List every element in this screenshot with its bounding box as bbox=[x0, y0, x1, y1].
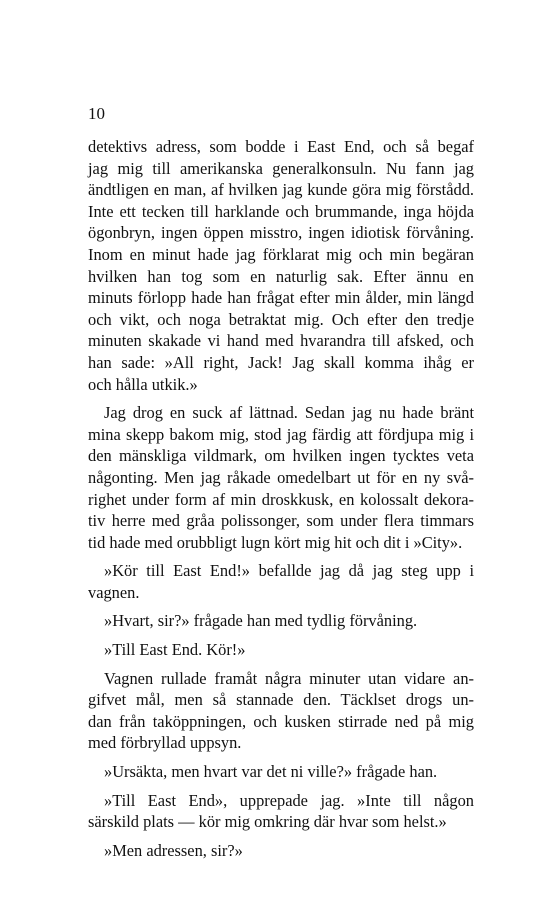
text-line: gifvet mål, men så stannade den. Täcklset drogs un- bbox=[88, 690, 474, 710]
text-line: »Hvart, sir?» frågade han med tydlig förvåning. bbox=[104, 611, 418, 631]
paragraph bbox=[88, 632, 474, 661]
text-line: tid hade med orubbligt lugn kört mig hit och dit i »City». bbox=[88, 532, 463, 552]
paragraph-gap bbox=[88, 754, 474, 761]
paragraph bbox=[88, 553, 474, 603]
text-line: särskild plats — kör mig omkring där hvar som helst.» bbox=[88, 812, 447, 832]
paragraph bbox=[88, 754, 474, 783]
text-line: »Till East End. Kör!» bbox=[104, 640, 246, 660]
text-line: »Kör till East End!» befallde jag då jag steg upp i bbox=[104, 561, 474, 581]
text-line: jag mig till amerikanska generalkonsuln. Nu fann jag bbox=[88, 158, 474, 178]
paragraph bbox=[88, 783, 474, 833]
text-line: Inom en minut hade jag förklarat mig och min begäran bbox=[88, 244, 474, 264]
text-line: righet under form af min droskkusk, en kolossalt dekora- bbox=[88, 489, 474, 509]
paragraph-gap bbox=[88, 395, 474, 402]
paragraph bbox=[88, 136, 474, 395]
text-line: Inte ett tecken till harklande och brummande, inga höjda bbox=[88, 201, 474, 221]
text-line: ändtligen en man, af hvilken jag kunde göra mig förstådd. bbox=[88, 180, 474, 200]
paragraph bbox=[88, 833, 474, 862]
paragraph-gap bbox=[88, 553, 474, 560]
text-line: minuts förlopp hade han frågat efter min ålder, min längd bbox=[88, 288, 474, 308]
text-line: tiv herre med gråa polissonger, som under flera timmars bbox=[88, 511, 474, 531]
text-line: ögonbryn, ingen öppen misstro, ingen idiotisk förvåning. bbox=[88, 223, 474, 243]
text-line: med förbryllad uppsyn. bbox=[88, 733, 242, 753]
text-line: minuten skakade vi hand med hvarandra till afsked, och bbox=[88, 331, 474, 351]
text-line: »Men adressen, sir?» bbox=[104, 840, 243, 860]
text-line: den mänskliga vildmark, om hvilken ingen tycktes veta bbox=[88, 446, 474, 466]
text-line: »Ursäkta, men hvart var det ni ville?» frågade han. bbox=[104, 762, 438, 782]
paragraph-gap bbox=[88, 833, 474, 840]
text-line: och vikt, och noga betraktat mig. Och efter den tredje bbox=[88, 309, 474, 329]
paragraph-gap bbox=[88, 783, 474, 790]
text-line: hvilken han tog som en naturlig sak. Efter ännu en bbox=[88, 266, 474, 286]
text-line: någonting. Men jag råkade omedelbart ut för en ny svå- bbox=[88, 467, 474, 487]
paragraph bbox=[88, 661, 474, 754]
text-line: vagnen. bbox=[88, 582, 140, 602]
body-text bbox=[88, 136, 474, 861]
page-number: 10 bbox=[88, 104, 105, 123]
paragraph-gap bbox=[88, 661, 474, 668]
paragraph bbox=[88, 603, 474, 632]
text-line: och hålla utkik.» bbox=[88, 374, 198, 394]
text-line: detektivs adress, som bodde i East End, och så begaf bbox=[88, 137, 474, 156]
paragraph-gap bbox=[88, 632, 474, 639]
text-line: dan från taköppningen, och kusken stirrade ned på mig bbox=[88, 711, 474, 731]
text-line: »Till East End», upprepade jag. »Inte till någon bbox=[104, 790, 474, 810]
paragraph bbox=[88, 395, 474, 553]
text-line: Vagnen rullade framåt några minuter utan vidare an- bbox=[104, 668, 474, 688]
text-line: Jag drog en suck af lättnad. Sedan jag nu hade bränt bbox=[104, 403, 474, 423]
text-line: han sade: »All right, Jack! Jag skall komma ihåg er bbox=[88, 352, 474, 372]
text-line: mina skepp bakom mig, stod jag färdig att fördjupa mig i bbox=[88, 424, 474, 444]
paragraph-gap bbox=[88, 603, 474, 610]
